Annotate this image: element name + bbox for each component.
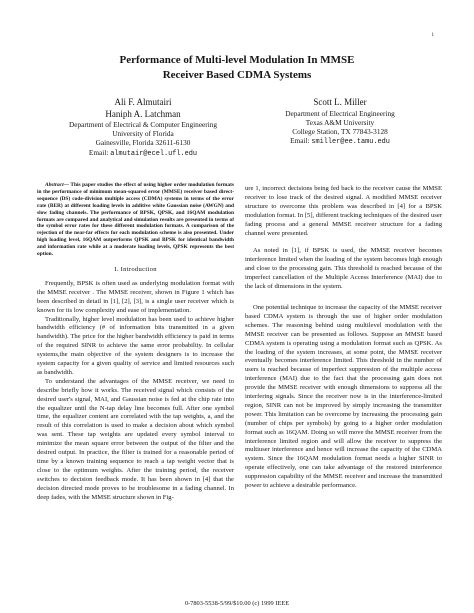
author-name: Haniph A. Latchman [105, 108, 181, 119]
title-line-2: Receiver Based CDMA Systems [162, 69, 312, 81]
paragraph: As noted in [1], if BPSK is used, the MMSE receiver becomes interference limited when the loading of the system becomes high enough and close to the processing gain. This threshold is reached because of the imperfect cancellation of the Multiple Access Interference (MAI) due to the lack of dimensions in the system. [245, 247, 442, 291]
email-label: Email: [290, 136, 310, 146]
paragraph: Traditionally, higher level modulation has been used to achieve higher bandwidth efficiency (# of information bits transmitted in a given bandwidth). The price for the higher bandwidth efficiency is paid in terms of the required SINR to achieve the same error probability. In cellular systems,the main objective of the system designers is to increase the system capacity for a given quality of service and limited resources such as bandwidth. [37, 315, 234, 376]
paper-title [0, 53, 474, 83]
paragraph: To understand the advantages of the MMSE receiver, we need to describe briefly how it works. The received signal which consists of the desired user's signal, MAI, and Gaussian noise is fed at the chip rate into the equalizer until the N-tap delay line becomes full. After one symbol time, the equalizer content are correlated with the tap weights, a, and the result of this correlation is used to make a decision about which symbol was sent. These tap weights are updated every symbol interval to minimize the mean square error between the output of the filter and the desired output. In practice, the filter is trained for a reasonable period of time by a known training sequence to reach a tap weight vector that is close to the optimum weights. After the training period, the receiver switches to decision feedback mode. It has been shown in [4] that the decision directed mode proves to be troublesome in a fading channel. In deep fades, with the MMSE structure shown in Fig- [37, 377, 234, 501]
paragraph: ure 1, incorrect decisions being fed back to the receiver cause the MMSE receiver to lose track of the desired signal. A modified MMSE receiver structure to overcome this problem was described in [4] for a BPSK modulation format. In [5], different tracking techniques of the desired user fading process and a general MMSE receiver structure for a fading channel were presented. [245, 185, 442, 237]
author-affiliation: University of Florida [112, 129, 174, 139]
section-heading: I. Introduction [114, 265, 157, 273]
author-affiliation: Department of Electrical Engineering [285, 108, 395, 118]
paragraph: One potential technique to increase the capacity of the MMSE receiver based CDMA system is through the use of higher order modulation schemes. The reasoning behind using multilevel modulation with the MMSE receiver can be presented as follows. Suppose an MMSE based CDMA system is operating using a modulation format such as QPSK. As the loading of the system increases, at some point, the MMSE receiver eventually becomes interference limited. This threshold in the number of users is reached because of imperfect suppression of the multiple access interference (MAI) due to the fact that the processing gain does not provide the MMSE receiver with enough dimensions to suppress all the interfering signals. Since the receiver now is in the interference-limited region, SINR can not be improved by simply increasing the transmitter power. This limitation can be overcome by increasing the processing gain (number of chips per symbols) by going to a higher order modulation format such as 16QAM. Doing so will move the MMSE receiver from the interference limited region and will allow the receiver to suppress the multiuser interference and hence will increase the capacity of the CDMA system. Since the 16QAM modulation format needs a higher SINR to operate effectively, one can take advantage of the restored interference suppression capability of the MMSE receiver and increase the transmitted power to achieve a desirable performance. [245, 303, 442, 490]
author-affiliation: Department of Electrical & Computer Engineering [68, 120, 218, 129]
page-number: 1 [431, 33, 434, 38]
title-line-1: Performance of Multi-level Modulation In MMSE [119, 54, 355, 66]
authors-left-block [58, 97, 228, 159]
abstract-lead: Abstract [45, 182, 64, 188]
author-address: College Station, TX 77843-3128 [292, 126, 388, 136]
authors-right-block [255, 97, 425, 147]
author-address: Gainesville, Florida 32611-6130 [95, 138, 191, 148]
author-email-line [58, 148, 228, 159]
paragraph-gap [245, 238, 442, 247]
author-name: Scott L. Miller [313, 97, 367, 107]
paragraph-gap [245, 292, 442, 304]
author-email: smiller@ee.tamu.edu [311, 138, 390, 147]
abstract [37, 182, 234, 258]
author-affiliation: Texas A&M University [305, 117, 375, 127]
author-email: almutair@ecel.ufl.edu [110, 149, 198, 158]
abstract-text: — This paper studies the effect of using higher order modulation formats in the performance of minimum mean-squared error (MMSE) receiver based direct-sequence (DS) code-division multiple access (CDMA) systems in terms of the error rate (BER) at different loading levels in additive white Gaussian noise (AWGN) and slow fading channels. The performance of BPSK, QPSK, and 16QAM modulation formats are compared and analytical and simulation results are presented in terms of the symbol error rates for these different modulation formats. A comparison of the rejection of the near-far effects for each modulation scheme is also presented. Under high loading level, 16QAM outperforms QPSK and BPSK for identical bandwidth and information rate while at a moderate loading levels, QPSK represents the best option. [37, 182, 234, 258]
left-column [37, 182, 234, 503]
author-email-line [255, 136, 425, 147]
author-name: Ali F. Almutairi [114, 97, 172, 107]
email-label: Email: [88, 147, 109, 157]
paragraph: Frequently, BPSK is often used as underlying modulation format with the MMSE receiver . The MMSE receiver, shown in Figure 1 which has been described in detail in [1], [2], [3], is a single user receiver which is known for its low complexity and ease of implementation. [37, 279, 234, 314]
copyright-footer: 0-7803-5538-5/99/$10.00 (c) 1999 IEEE [184, 600, 290, 607]
right-column [245, 185, 442, 491]
